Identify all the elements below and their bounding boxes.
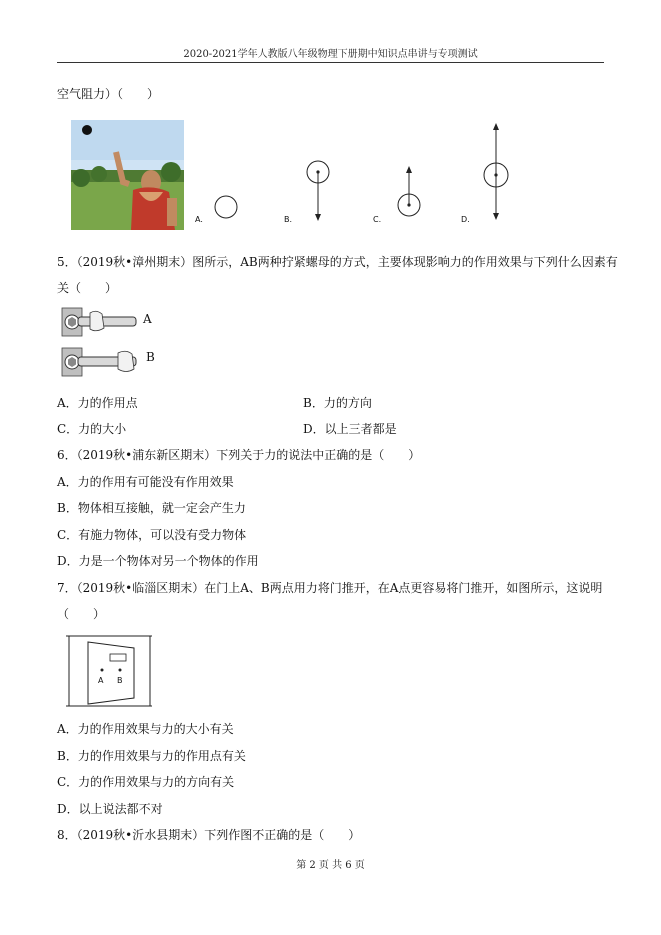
q5-stem-line1: 5．（2019秋•漳州期末）图所示，AB两种拧紧螺母的方式，主要体现影响力的作用效果与下列什么因素有 xyxy=(57,255,618,269)
q7-stem-line2: （ ） xyxy=(57,607,106,621)
q4-stem-tail: 空气阻力）（ ） xyxy=(57,87,160,101)
q4-option-c-label: C. xyxy=(373,215,382,224)
q7-option-c: C．力的作用效果与力的方向有关 xyxy=(57,775,235,789)
page-header: 2020-2021学年人教版八年级物理下册期中知识点串讲与专项测试 xyxy=(183,49,478,60)
q4-option-d-figure xyxy=(480,123,512,221)
q4-option-a-label: A. xyxy=(195,215,203,224)
q6-option-d: D．力是一个物体对另一个物体的作用 xyxy=(57,554,259,568)
door-point-b-label: B xyxy=(117,676,123,685)
q4-option-c-figure xyxy=(394,166,424,222)
q5-stem-line2: 关（ ） xyxy=(57,281,118,295)
q6-option-b: B．物体相互接触，就一定会产生力 xyxy=(57,501,246,515)
q7-stem-line1: 7．（2019秋•临淄区期末）在门上A、B两点用力将门推开，在A点更容易将门推开，如图所示，这说明 xyxy=(57,581,603,595)
q5-option-d: D．以上三者都是 xyxy=(303,422,397,436)
q5-option-a: A．力的作用点 xyxy=(57,396,138,410)
q5-option-b: B．力的方向 xyxy=(303,396,372,410)
page-footer: 第 2 页 共 6 页 xyxy=(296,860,365,871)
header-rule xyxy=(57,62,604,63)
q4-option-b-figure xyxy=(302,156,334,224)
door-point-a-label: A xyxy=(98,676,104,685)
door-figure xyxy=(64,632,154,708)
q7-option-b: B．力的作用效果与力的作用点有关 xyxy=(57,749,246,763)
q7-option-a: A．力的作用效果与力的大小有关 xyxy=(57,722,234,736)
q6-stem: 6．（2019秋•浦东新区期末）下列关于力的说法中正确的是（ ） xyxy=(57,448,421,462)
q8-stem: 8．（2019秋•沂水县期末）下列作图不正确的是（ ） xyxy=(57,828,361,842)
q6-option-a: A．力的作用有可能没有作用效果 xyxy=(57,475,234,489)
wrench-label-a: A xyxy=(143,312,152,326)
wrench-label-b: B xyxy=(146,350,155,364)
q4-option-d-label: D. xyxy=(461,215,470,224)
q4-option-a-figure xyxy=(212,193,240,221)
q6-option-c: C．有施力物体，可以没有受力物体 xyxy=(57,528,247,542)
q4-option-b-label: B. xyxy=(284,215,293,224)
q5-option-c: C．力的大小 xyxy=(57,422,127,436)
q7-option-d: D．以上说法都不对 xyxy=(57,802,163,816)
shot-put-photo xyxy=(71,120,184,230)
